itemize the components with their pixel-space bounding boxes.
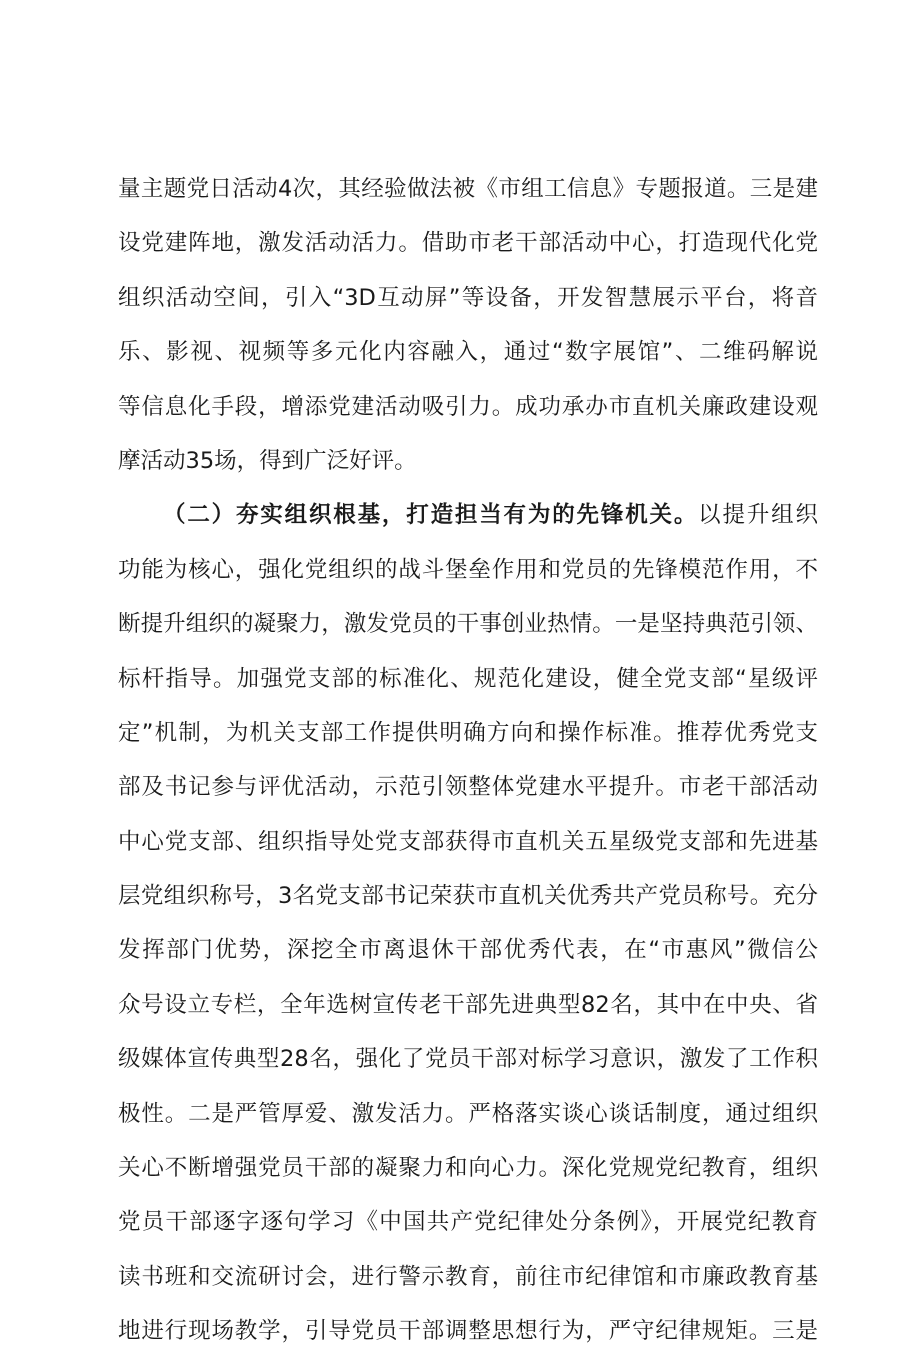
paragraph-2-line: 部及书记参与评优活动，示范引领整体党建水平提升。市老干部活动 xyxy=(118,774,818,801)
paragraph-2-line: 断提升组织的凝聚力，激发党员的干事创业热情。一是坚持典范引领、 xyxy=(118,611,818,638)
document-body xyxy=(118,162,818,1359)
paragraph-2-line: 定”机制，为机关支部工作提供明确方向和操作标准。推荐优秀党支 xyxy=(118,719,818,746)
section-heading: （二）夯实组织根基，打造担当有为的先锋机关。 xyxy=(163,502,699,529)
paragraph-1-line: 等信息化手段，增添党建活动吸引力。成功承办市直机关廉政建设观 xyxy=(118,393,818,420)
paragraph-2-line: 中心党支部、组织指导处党支部获得市直机关五星级党支部和先进基 xyxy=(118,828,818,855)
paragraph-1-line: 组织活动空间，引入“3D互动屏”等设备，开发智慧展示平台，将音 xyxy=(118,284,818,311)
paragraph-2-line: 地进行现场教学，引导党员干部调整思想行为，严守纪律规矩。三是 xyxy=(118,1318,818,1345)
section-heading-continuation: 以提升组织 xyxy=(698,502,818,529)
paragraph-2-line: 发挥部门优势，深挖全市离退休干部优秀代表，在“市惠风”微信公 xyxy=(118,937,818,964)
paragraph-2-line: 标杆指导。加强党支部的标准化、规范化建设，健全党支部“星级评 xyxy=(118,665,818,692)
paragraph-1-line: 乐、影视、视频等多元化内容融入，通过“数字展馆”、二维码解说 xyxy=(118,339,818,366)
paragraph-2-line: 读书班和交流研讨会，进行警示教育，前往市纪律馆和市廉政教育基 xyxy=(118,1263,818,1290)
paragraph-2-line: 关心不断增强党员干部的凝聚力和向心力。深化党规党纪教育，组织 xyxy=(118,1155,818,1182)
paragraph-2-line: 层党组织称号，3名党支部书记荣获市直机关优秀共产党员称号。充分 xyxy=(118,883,818,910)
paragraph-1-last-line: 摩活动35场，得到广泛好评。 xyxy=(118,447,417,474)
paragraph-2-line: 众号设立专栏，全年选树宣传老干部先进典型82名，其中在中央、省 xyxy=(118,991,818,1018)
paragraph-2-line: 党员干部逐字逐句学习《中国共产党纪律处分条例》，开展党纪教育 xyxy=(118,1209,818,1236)
paragraph-1-line: 设党建阵地，激发活动活力。借助市老干部活动中心，打造现代化党 xyxy=(118,230,818,257)
paragraph-2-line: 级媒体宣传典型28名，强化了党员干部对标学习意识，激发了工作积 xyxy=(118,1046,818,1073)
paragraph-1-line: 量主题党日活动4次，其经验做法被《市组工信息》专题报道。三是建 xyxy=(118,176,818,202)
paragraph-2-line: 功能为核心，强化党组织的战斗堡垒作用和党员的先锋模范作用，不 xyxy=(118,556,818,583)
paragraph-2-line: 极性。二是严管厚爱、激发活力。严格落实谈心谈话制度，通过组织 xyxy=(118,1100,818,1127)
paragraph-2-first-line xyxy=(118,488,818,542)
